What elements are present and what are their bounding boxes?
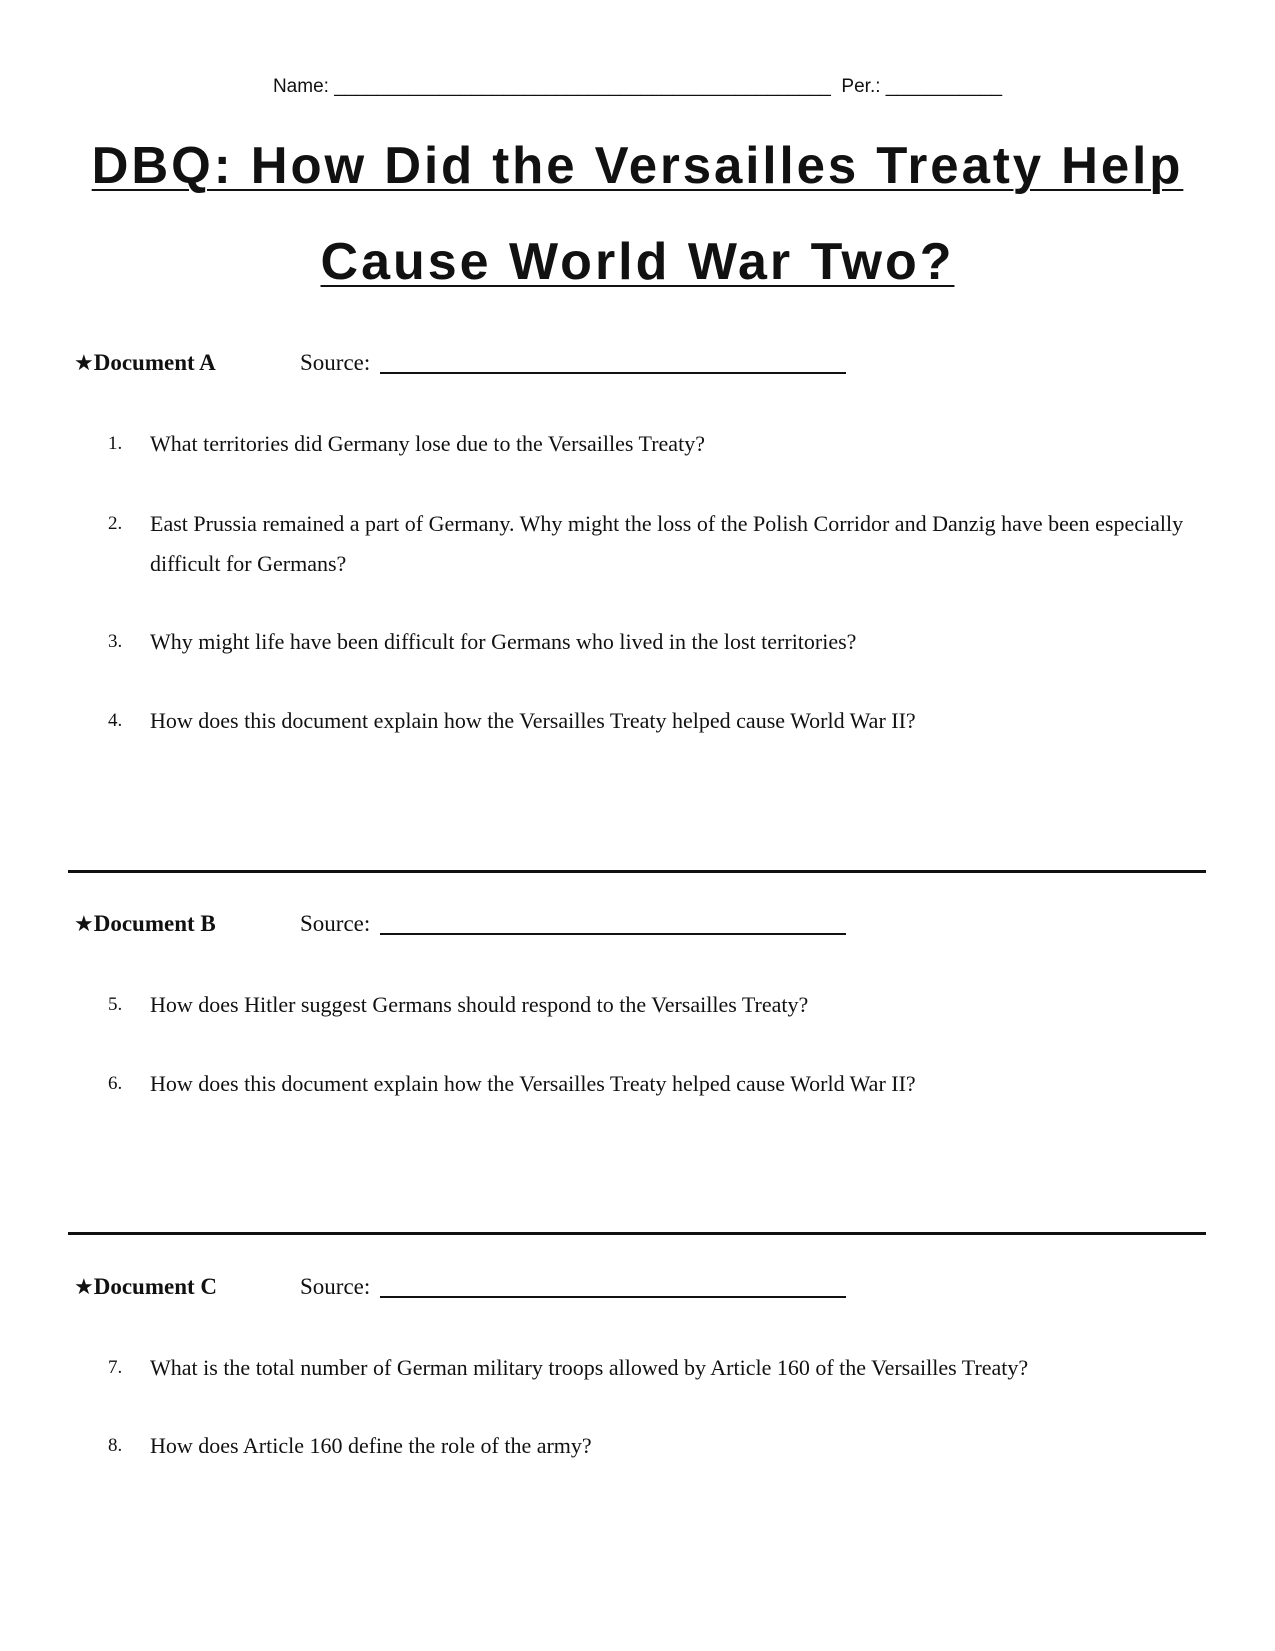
question-text: How does this document explain how the Versailles Treaty helped cause World War II? bbox=[150, 1071, 916, 1096]
source-label: Source: bbox=[300, 350, 371, 375]
document-a-header bbox=[74, 350, 1174, 380]
question-text: East Prussia remained a part of Germany. Why might the loss of the Polish Corridor and Danzig have been especially difficult for Germans? bbox=[150, 511, 1184, 576]
question-number: 2. bbox=[108, 513, 123, 534]
source-blank-c[interactable] bbox=[380, 1296, 846, 1298]
question-number: 5. bbox=[108, 994, 123, 1015]
question-number: 3. bbox=[108, 631, 123, 652]
name-label: Name: bbox=[272, 76, 329, 97]
question-number: 1. bbox=[108, 433, 123, 454]
name-blank[interactable]: _______________________________________________ bbox=[334, 76, 831, 97]
star-icon: ★ bbox=[74, 911, 94, 936]
document-b-header bbox=[74, 911, 1174, 941]
source-blank-a[interactable] bbox=[380, 372, 846, 374]
page-title-line-1: DBQ: How Did the Versailles Treaty Help bbox=[91, 137, 1184, 195]
star-icon: ★ bbox=[74, 350, 94, 375]
name-period-line bbox=[0, 76, 1275, 98]
document-b-label: Document B bbox=[93, 911, 216, 936]
page-title-line-2: Cause World War Two? bbox=[320, 233, 955, 291]
source-label: Source: bbox=[300, 1274, 371, 1299]
source-blank-b[interactable] bbox=[380, 933, 846, 935]
document-c-label: Document C bbox=[93, 1274, 218, 1299]
period-blank[interactable]: ___________ bbox=[885, 76, 1003, 97]
question-number: 7. bbox=[108, 1357, 123, 1378]
question-number: 8. bbox=[108, 1435, 123, 1456]
period-label: Per.: bbox=[841, 76, 881, 97]
question-text: What territories did Germany lose due to the Versailles Treaty? bbox=[150, 431, 705, 456]
question-text: Why might life have been difficult for Germans who lived in the lost territories? bbox=[150, 629, 857, 654]
question-text: How does Article 160 define the role of the army? bbox=[150, 1433, 592, 1458]
document-a-label: Document A bbox=[93, 350, 216, 375]
section-divider bbox=[68, 870, 1206, 873]
document-c-header bbox=[74, 1274, 1174, 1304]
section-divider bbox=[68, 1232, 1206, 1235]
question-text: How does this document explain how the Versailles Treaty helped cause World War II? bbox=[150, 708, 916, 733]
question-text: How does Hitler suggest Germans should respond to the Versailles Treaty? bbox=[150, 992, 809, 1017]
question-text: What is the total number of German military troops allowed by Article 160 of the Versailles Treaty? bbox=[150, 1355, 1029, 1380]
source-label: Source: bbox=[300, 911, 371, 936]
question-number: 4. bbox=[108, 710, 123, 731]
question-number: 6. bbox=[108, 1073, 123, 1094]
star-icon: ★ bbox=[74, 1274, 94, 1299]
